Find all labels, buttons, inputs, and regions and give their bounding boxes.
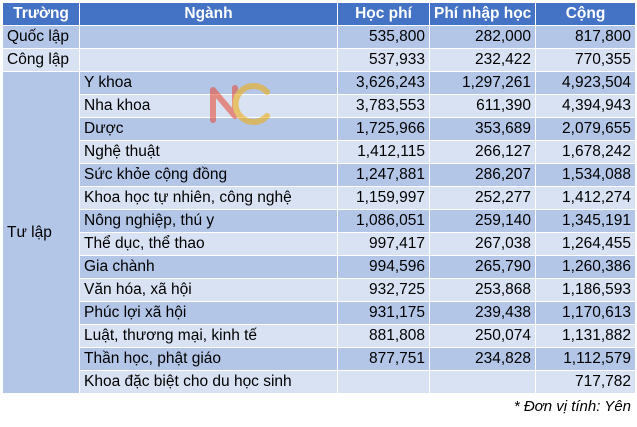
tuition-cell: 1,412,115 <box>338 141 430 164</box>
major-cell: Khoa đặc biệt cho du học sinh <box>80 371 338 394</box>
header-major: Ngành <box>80 3 338 26</box>
total-cell: 770,355 <box>536 49 636 72</box>
table-row <box>3 141 636 164</box>
major-cell <box>80 49 338 72</box>
admission-cell: 259,140 <box>430 210 536 233</box>
total-cell: 1,412,274 <box>536 187 636 210</box>
major-cell: Nông nghiệp, thú y <box>80 210 338 233</box>
table-row <box>3 325 636 348</box>
school-cell-private: Tư lập <box>3 72 80 394</box>
table-row <box>3 210 636 233</box>
table-row <box>3 371 636 394</box>
tuition-cell: 1,159,997 <box>338 187 430 210</box>
major-cell: Sức khỏe cộng đồng <box>80 164 338 187</box>
header-school: Trường <box>3 3 80 26</box>
admission-cell: 253,868 <box>430 279 536 302</box>
table-row <box>3 164 636 187</box>
total-cell: 1,264,455 <box>536 233 636 256</box>
total-cell: 1,678,242 <box>536 141 636 164</box>
total-cell: 1,170,613 <box>536 302 636 325</box>
header-total: Cộng <box>536 3 636 26</box>
major-cell <box>80 26 338 49</box>
table-row <box>3 233 636 256</box>
header-tuition: Học phí <box>338 3 430 26</box>
table-row <box>3 256 636 279</box>
major-cell: Khoa học tự nhiên, công nghệ <box>80 187 338 210</box>
header-row <box>3 3 636 26</box>
tuition-cell: 881,808 <box>338 325 430 348</box>
major-cell: Thể dục, thể thao <box>80 233 338 256</box>
major-cell: Dược <box>80 118 338 141</box>
tuition-cell <box>338 371 430 394</box>
total-cell: 1,534,088 <box>536 164 636 187</box>
tuition-cell: 1,725,966 <box>338 118 430 141</box>
total-cell: 1,260,386 <box>536 256 636 279</box>
table-row <box>3 95 636 118</box>
table-row <box>3 348 636 371</box>
admission-cell: 265,790 <box>430 256 536 279</box>
admission-cell: 232,422 <box>430 49 536 72</box>
major-cell: Văn hóa, xã hội <box>80 279 338 302</box>
major-cell: Luật, thương mại, kinh tế <box>80 325 338 348</box>
table-row <box>3 187 636 210</box>
school-cell: Quốc lập <box>3 26 80 49</box>
admission-cell: 286,207 <box>430 164 536 187</box>
tuition-cell: 994,596 <box>338 256 430 279</box>
major-cell: Nghệ thuật <box>80 141 338 164</box>
fees-table <box>2 2 636 394</box>
admission-cell: 282,000 <box>430 26 536 49</box>
table-row <box>3 279 636 302</box>
unit-note: * Đơn vị tính: Yên <box>513 398 631 415</box>
table-row <box>3 118 636 141</box>
tuition-cell: 1,247,881 <box>338 164 430 187</box>
table-row <box>3 302 636 325</box>
admission-cell: 252,277 <box>430 187 536 210</box>
table-row <box>3 49 636 72</box>
table-row <box>3 72 636 95</box>
major-cell: Phúc lợi xã hội <box>80 302 338 325</box>
admission-cell: 267,038 <box>430 233 536 256</box>
major-cell: Gia chành <box>80 256 338 279</box>
total-cell: 2,079,655 <box>536 118 636 141</box>
tuition-cell: 932,725 <box>338 279 430 302</box>
admission-cell <box>430 371 536 394</box>
admission-cell: 239,438 <box>430 302 536 325</box>
tuition-cell: 877,751 <box>338 348 430 371</box>
tuition-cell: 3,783,553 <box>338 95 430 118</box>
major-cell: Y khoa <box>80 72 338 95</box>
admission-cell: 266,127 <box>430 141 536 164</box>
total-cell: 717,782 <box>536 371 636 394</box>
major-cell: Thần học, phật giáo <box>80 348 338 371</box>
school-cell: Công lập <box>3 49 80 72</box>
total-cell: 1,131,882 <box>536 325 636 348</box>
admission-cell: 1,297,261 <box>430 72 536 95</box>
tuition-cell: 535,800 <box>338 26 430 49</box>
admission-cell: 250,074 <box>430 325 536 348</box>
total-cell: 817,800 <box>536 26 636 49</box>
tuition-cell: 537,933 <box>338 49 430 72</box>
tuition-cell: 931,175 <box>338 302 430 325</box>
admission-cell: 353,689 <box>430 118 536 141</box>
admission-cell: 234,828 <box>430 348 536 371</box>
major-cell: Nha khoa <box>80 95 338 118</box>
total-cell: 1,112,579 <box>536 348 636 371</box>
total-cell: 1,186,593 <box>536 279 636 302</box>
header-admission: Phí nhập học <box>430 3 536 26</box>
tuition-cell: 997,417 <box>338 233 430 256</box>
total-cell: 4,923,504 <box>536 72 636 95</box>
tuition-cell: 3,626,243 <box>338 72 430 95</box>
admission-cell: 611,390 <box>430 95 536 118</box>
total-cell: 4,394,943 <box>536 95 636 118</box>
tuition-cell: 1,086,051 <box>338 210 430 233</box>
total-cell: 1,345,191 <box>536 210 636 233</box>
table-row <box>3 26 636 49</box>
